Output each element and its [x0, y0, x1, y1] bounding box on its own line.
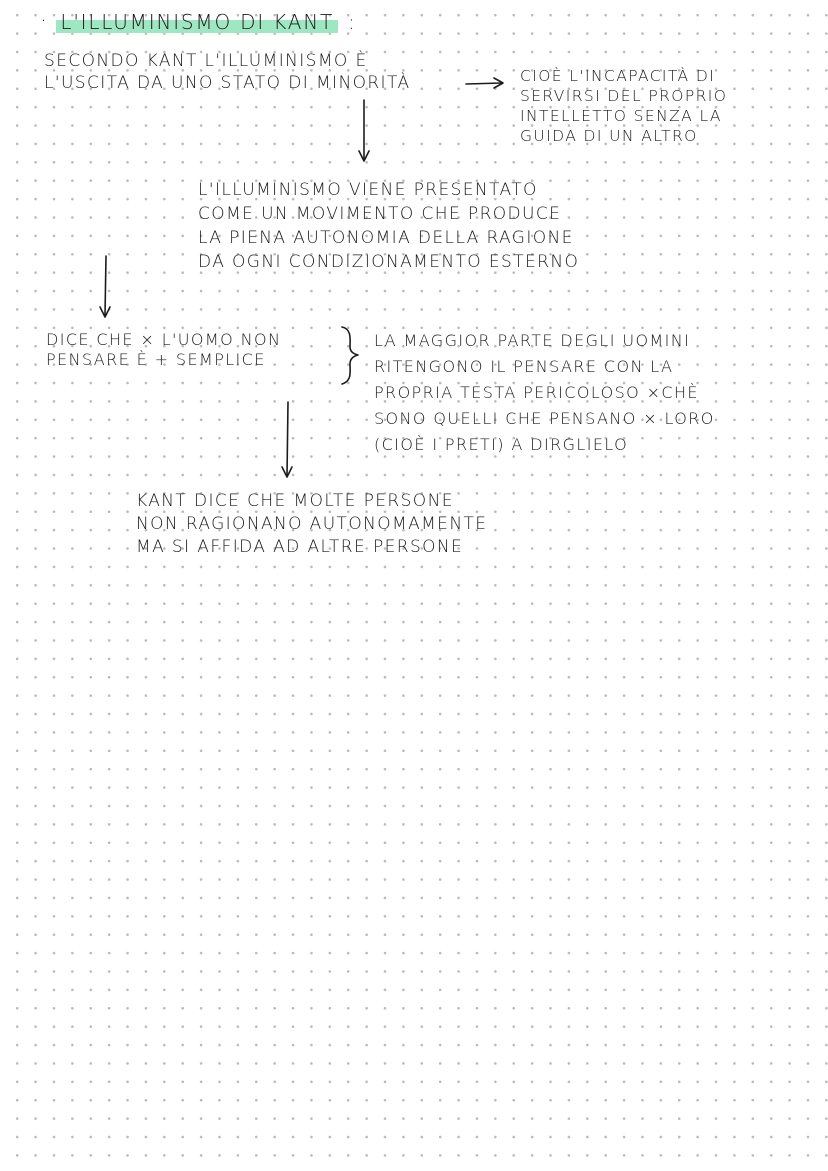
title-colon: : — [348, 10, 357, 34]
majority-line-5: (CIOÈ I PRETI) A DIRGLIELO — [374, 435, 629, 454]
arrow-down-icon — [359, 100, 369, 161]
arrow-down-icon — [100, 256, 110, 317]
page-title: L'ILLUMINISMO DI KANT — [56, 8, 338, 36]
says-line-1: DICE CHE × L'UOMO NON — [46, 330, 282, 349]
kant-line-2: NON RAGIONANO AUTONOMAMENTE — [136, 514, 488, 534]
majority-line-1: LA MAGGIOR PARTE DEGLI UOMINI — [374, 331, 691, 350]
definition-line-3: INTELLETTO SENZA LA — [520, 107, 722, 125]
movement-line-3: LA PIENA AUTONOMIA DELLA RAGIONE — [198, 228, 574, 248]
movement-line-4: DA OGNI CONDIZIONAMENTO ESTERNO — [198, 252, 580, 272]
arrow-down-icon — [282, 402, 292, 477]
says-line-2: PENSARE È + SEMPLICE — [46, 350, 266, 369]
movement-line-1: L'ILLUMINISMO VIENE PRESENTATO — [198, 180, 538, 200]
definition-line-4: GUIDA DI UN ALTRO — [520, 127, 698, 145]
brace-icon — [342, 327, 358, 384]
intro-line-1: SECONDO KANT L'ILLUMINISMO È — [44, 51, 368, 71]
majority-line-2: RITENGONO IL PENSARE CON LA — [374, 357, 674, 376]
movement-line-2: COME UN MOVIMENTO CHE PRODUCE — [198, 204, 562, 224]
title-bullet: · — [40, 9, 49, 34]
kant-line-3: MA SI AFFIDA AD ALTRE PERSONE — [136, 537, 464, 557]
arrow-right-icon — [466, 78, 503, 88]
kant-line-1: KANT DICE CHE MOLTE PERSONE — [136, 491, 454, 511]
definition-line-1: CIOÈ L'INCAPACITÀ DI — [520, 67, 716, 85]
majority-line-3: PROPRIA TESTA PERICOLOSO ×CHÈ — [374, 383, 699, 402]
definition-line-2: SERVIRSI DEL PROPRIO — [520, 87, 728, 105]
majority-line-4: SONO QUELLI CHE PENSANO × LORO — [374, 409, 715, 428]
intro-line-2: L'USCITA DA UNO STATO DI MINORITÀ — [44, 73, 411, 93]
